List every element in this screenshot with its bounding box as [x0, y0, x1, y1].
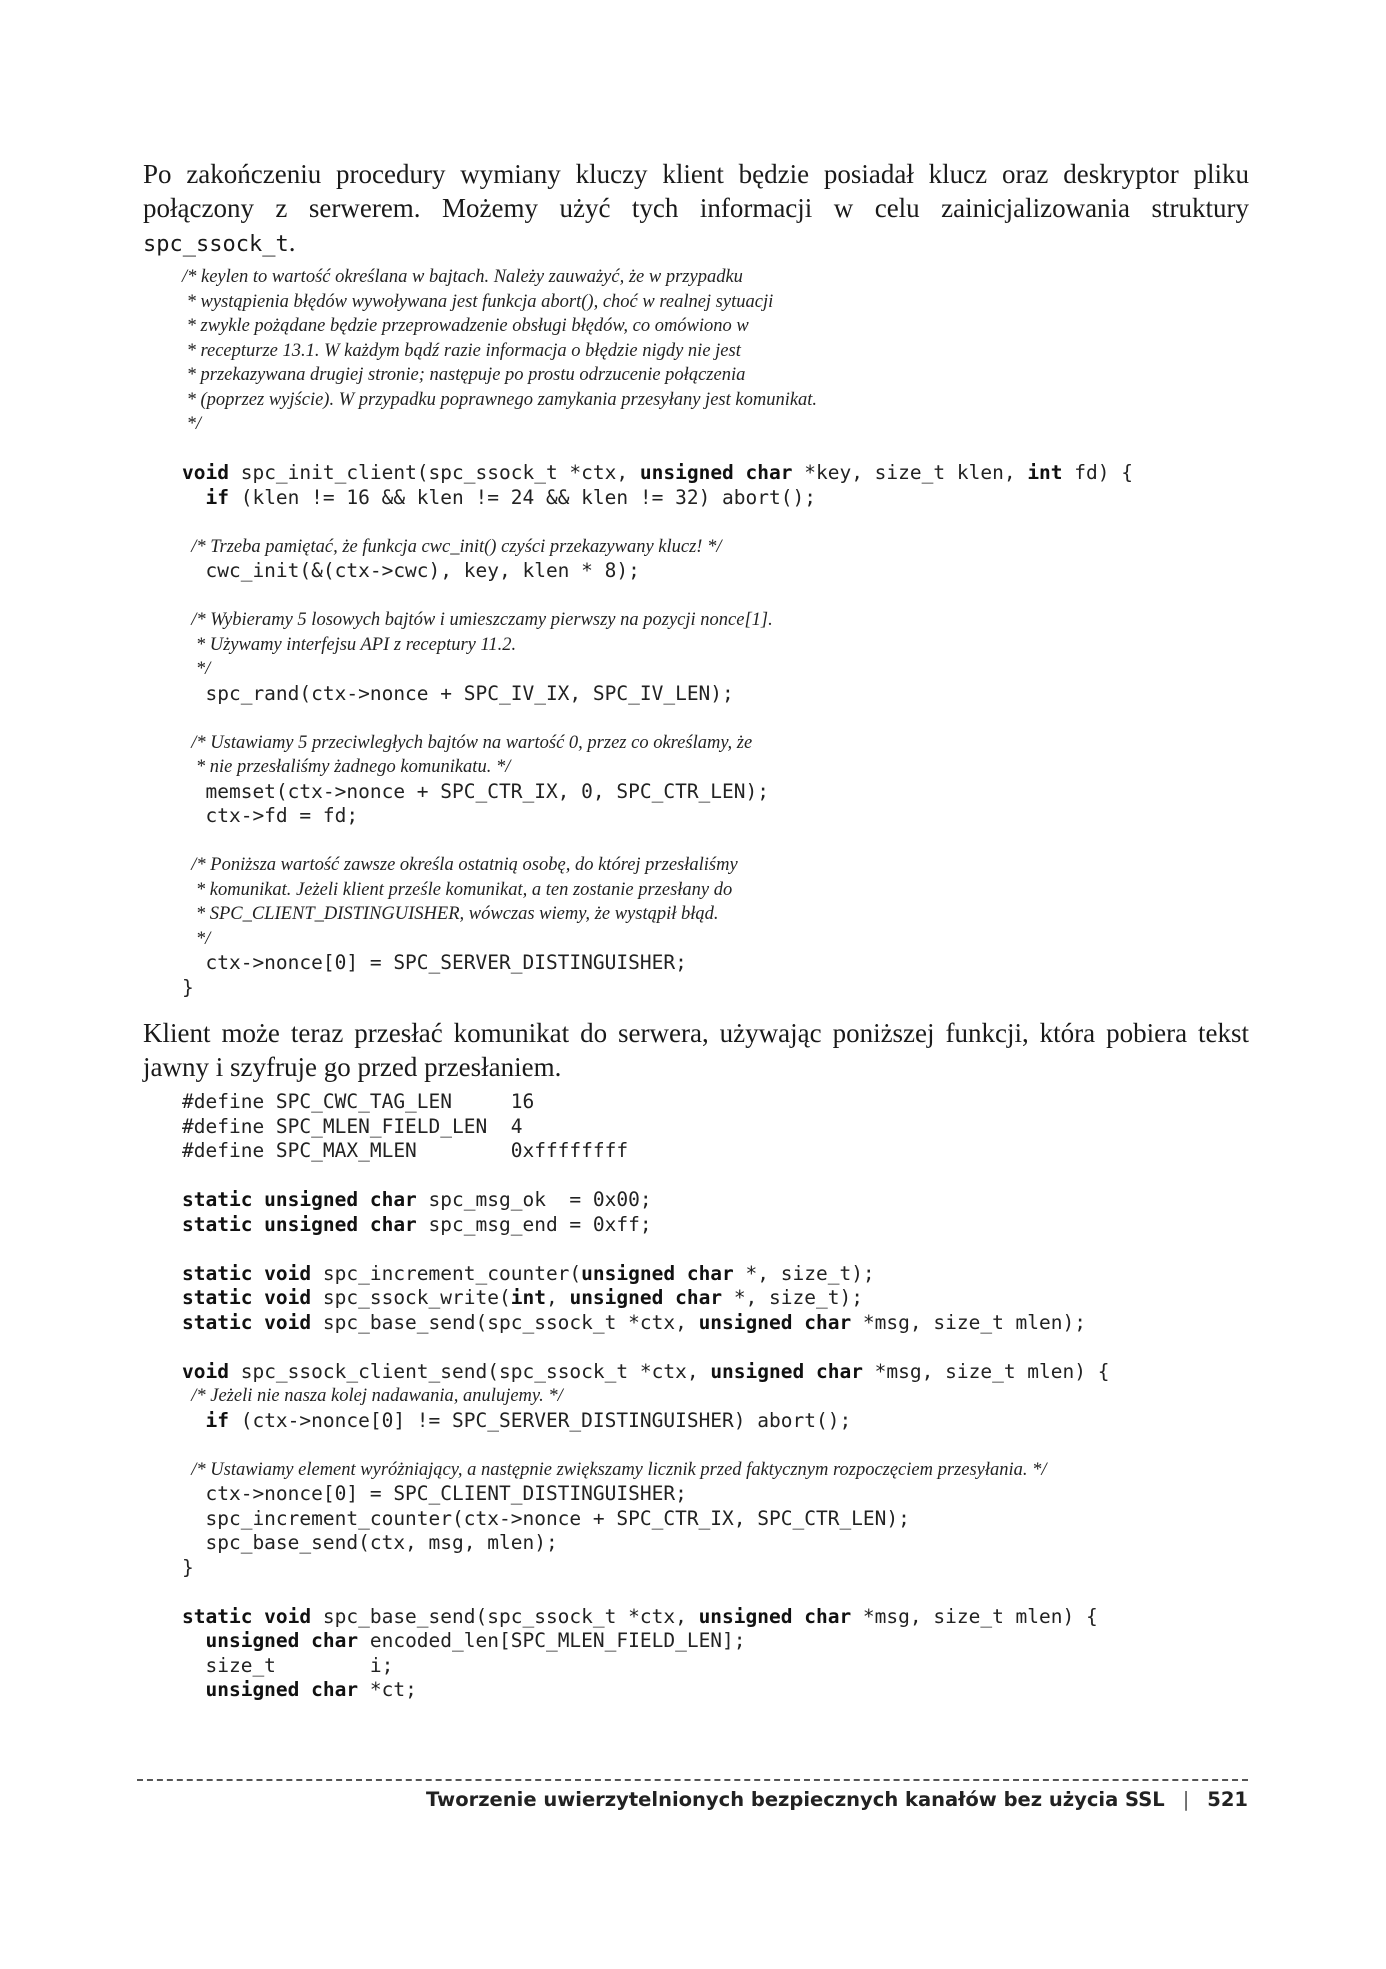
blank-line: [182, 1164, 1242, 1189]
code-text: spc_base_send(spc_ssock_t *ctx,: [311, 1604, 699, 1628]
footer-rule: [137, 1779, 1248, 1781]
code-text: spc_ssock_client_send(spc_ssock_t *ctx,: [228, 1359, 711, 1383]
code-text: spc_increment_counter(ctx->nonce + SPC_CTR_IX, SPC_CTR_LEN);: [182, 1506, 910, 1530]
code-text: *msg, size_t mlen) {: [851, 1604, 1098, 1628]
code-comment-line: * recepturze 13.1. W każdym bądź razie informacja o błędzie nigdy nie jest: [182, 340, 741, 361]
code-comment-line: /* keylen to wartość określana w bajtach. Należy zauważyć, że w przypadku: [182, 267, 743, 287]
code-text: [182, 486, 205, 509]
code-listing-init-client: [182, 265, 1242, 1000]
intro-paragraph: [143, 157, 1249, 262]
code-text: #define SPC_MLEN_FIELD_LEN 4: [182, 1114, 523, 1138]
code-line: [182, 1262, 1242, 1287]
code-text: }: [182, 975, 194, 999]
code-line: [182, 1556, 1242, 1581]
code-text: *msg, size_t mlen) {: [862, 1359, 1110, 1383]
code-keyword: unsigned char: [205, 1678, 359, 1701]
code-keyword: static void: [182, 1604, 312, 1628]
code-comment-line: /* Wybieramy 5 losowych bajtów i umieszczamy pierwszy na pozycji nonce[1].: [182, 610, 773, 630]
code-text: (klen != 16 && klen != 24 && klen != 32) abort();: [228, 485, 816, 509]
code-keyword: unsigned char: [698, 1604, 852, 1628]
code-keyword: static void: [182, 1261, 312, 1285]
code-line: [182, 1360, 1242, 1385]
code-text: #define SPC_MAX_MLEN 0xffffffff: [182, 1139, 629, 1162]
code-text: *key, size_t klen,: [792, 461, 1028, 484]
code-keyword: void: [182, 1359, 229, 1383]
code-line: [182, 1654, 1242, 1679]
code-line: [182, 1531, 1242, 1556]
code-line: [182, 1605, 1242, 1630]
code-text: ctx->fd = fd;: [182, 804, 359, 827]
code-keyword: static void: [182, 1310, 312, 1334]
blank-line: [182, 437, 1242, 462]
page-number: 521: [1207, 1788, 1248, 1811]
code-line: [182, 1188, 1242, 1213]
code-line: [182, 1409, 1242, 1434]
code-keyword: if: [205, 1408, 229, 1432]
code-text: #define SPC_CWC_TAG_LEN 16: [182, 1090, 535, 1113]
code-line: [182, 804, 1242, 829]
code-comment-line: * Używamy interfejsu API z receptury 11.2.: [182, 634, 517, 655]
code-comment-line: /* Ustawiamy 5 przeciwległych bajtów na wartość 0, przez co określamy, że: [182, 732, 753, 753]
code-text: *, size_t);: [722, 1286, 863, 1309]
code-text: [182, 1629, 205, 1652]
blank-line: [182, 1580, 1242, 1605]
intro-tail: .: [288, 227, 296, 257]
code-keyword: unsigned char: [710, 1359, 863, 1383]
code-comment-line: /* Trzeba pamiętać, że funkcja cwc_init() czyści przekazywany klucz! */: [182, 536, 722, 557]
blank-line: [182, 584, 1242, 609]
code-comment-line: /* Poniższa wartość zawsze określa ostatnią osobę, do której przesłaliśmy: [182, 855, 738, 875]
footer-chapter-title: Tworzenie uwierzytelnionych bezpiecznych kanałów bez użycia SSL: [426, 1788, 1165, 1811]
code-keyword: unsigned char: [569, 1286, 723, 1309]
code-keyword: unsigned char: [581, 1261, 734, 1285]
code-line: [182, 1090, 1242, 1115]
code-text: }: [182, 1555, 194, 1579]
footer-separator: |: [1182, 1788, 1190, 1811]
code-text: spc_rand(ctx->nonce + SPC_IV_IX, SPC_IV_LEN);: [182, 681, 734, 705]
code-comment-line: */: [182, 659, 211, 679]
page-footer: [426, 1788, 1248, 1811]
code-listing-client-send: [182, 1090, 1242, 1703]
code-line: [182, 486, 1242, 511]
code-text: encoded_len[SPC_MLEN_FIELD_LEN];: [358, 1629, 746, 1652]
code-comment-line: */: [182, 928, 211, 949]
code-text: ,: [545, 1286, 570, 1309]
code-text: spc_init_client(spc_ssock_t *ctx,: [228, 461, 640, 484]
code-text: (ctx->nonce[0] != SPC_SERVER_DISTINGUISHER) abort();: [228, 1408, 852, 1432]
code-text: ctx->nonce[0] = SPC_CLIENT_DISTINGUISHER;: [182, 1482, 687, 1505]
code-comment-line: * (poprzez wyjście). W przypadku poprawnego zamykania przesyłany jest komunikat.: [182, 389, 818, 410]
intro-text: Po zakończeniu procedury wymiany kluczy klient będzie posiadał klucz oraz deskryptor pliku połączony z serwerem. Możemy użyć tych informacji w celu zainicjalizowania struktury: [143, 159, 1249, 223]
code-text: cwc_init(&(ctx->cwc), key, klen * 8);: [182, 559, 640, 582]
code-comment-line: /* Ustawiamy element wyróżniający, a następnie zwiększamy licznik przed faktycznym rozpoczęciem przesyłania. */: [182, 1459, 1047, 1480]
code-line: [182, 1286, 1242, 1311]
code-line: [182, 1139, 1242, 1164]
code-keyword: static unsigned char: [182, 1212, 417, 1236]
code-text: *msg, size_t mlen);: [851, 1310, 1086, 1334]
code-comment-line: /* Jeżeli nie nasza kolej nadawania, anulujemy. */: [182, 1386, 563, 1406]
client-send-text: Klient może teraz przesłać komunikat do serwera, używając poniższej funkcji, która pobiera tekst jawny i szyfruje go przed przesłaniem.: [143, 1018, 1249, 1082]
code-text: spc_msg_ok = 0x00;: [416, 1188, 652, 1211]
code-keyword: int: [510, 1286, 546, 1309]
code-keyword: if: [205, 485, 229, 509]
code-line: [182, 1507, 1242, 1532]
code-keyword: unsigned char: [698, 1310, 852, 1334]
code-comment-line: * wystąpienia błędów wywoływana jest funkcja abort(), choć w realnej sytuacji: [182, 291, 774, 312]
blank-line: [182, 510, 1242, 535]
code-text: fd) {: [1062, 461, 1133, 484]
code-text: ctx->nonce[0] = SPC_SERVER_DISTINGUISHER;: [182, 951, 687, 974]
inline-code-spc-ssock-t: spc_ssock_t: [143, 232, 289, 257]
code-line: [182, 1678, 1242, 1703]
code-text: size_t i;: [182, 1653, 394, 1677]
code-text: *ct;: [358, 1678, 417, 1701]
code-comment-line: * przekazywana drugiej stronie; następuje po prostu odrzucenie połączenia: [182, 365, 746, 385]
code-keyword: void: [182, 461, 229, 484]
code-text: spc_increment_counter(: [311, 1261, 582, 1285]
code-comment-line: * komunikat. Jeżeli klient prześle komunikat, a ten zostanie przesłany do: [182, 879, 733, 900]
code-text: spc_base_send(spc_ssock_t *ctx,: [311, 1310, 699, 1334]
code-line: [182, 1482, 1242, 1507]
blank-line: [182, 1335, 1242, 1360]
code-text: *, size_t);: [733, 1261, 875, 1285]
blank-line: [182, 706, 1242, 731]
code-text: spc_base_send(ctx, msg, mlen);: [182, 1531, 558, 1554]
code-keyword: int: [1027, 461, 1063, 484]
code-line: [182, 951, 1242, 976]
blank-line: [182, 1237, 1242, 1262]
code-text: [182, 1678, 205, 1701]
code-line: [182, 461, 1242, 486]
code-text: spc_msg_end = 0xff;: [416, 1212, 652, 1236]
code-line: [182, 559, 1242, 584]
code-line: [182, 682, 1242, 707]
blank-line: [182, 1433, 1242, 1458]
code-keyword: static void: [182, 1286, 312, 1309]
blank-line: [182, 829, 1242, 854]
code-comment-line: * nie przesłaliśmy żadnego komunikatu. */: [182, 757, 511, 777]
code-text: [182, 1409, 205, 1432]
code-text: memset(ctx->nonce + SPC_CTR_IX, 0, SPC_CTR_LEN);: [182, 779, 769, 803]
code-line: [182, 1629, 1242, 1654]
code-line: [182, 1213, 1242, 1238]
code-keyword: unsigned char: [639, 461, 793, 484]
code-comment-line: */: [182, 414, 202, 434]
code-line: [182, 780, 1242, 805]
code-comment-line: * zwykle pożądane będzie przeprowadzenie obsługi błędów, co omówiono w: [182, 316, 749, 336]
client-send-paragraph: [143, 1016, 1249, 1084]
code-keyword: unsigned char: [205, 1629, 359, 1652]
code-line: [182, 1115, 1242, 1140]
code-comment-line: * SPC_CLIENT_DISTINGUISHER, wówczas wiemy, że wystąpił błąd.: [182, 904, 719, 924]
code-line: [182, 1311, 1242, 1336]
code-line: [182, 976, 1242, 1001]
code-text: spc_ssock_write(: [311, 1286, 511, 1309]
code-keyword: static unsigned char: [182, 1188, 417, 1211]
